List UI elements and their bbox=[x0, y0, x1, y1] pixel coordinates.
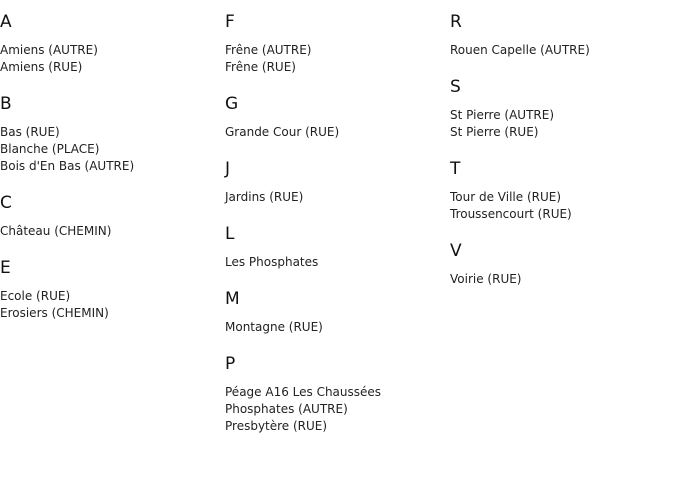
letter-group-j bbox=[225, 158, 450, 206]
street-link[interactable]: Troussencourt (RUE) bbox=[450, 207, 572, 221]
street-link[interactable]: Château (CHEMIN) bbox=[0, 224, 112, 238]
street-link[interactable]: Presbytère (RUE) bbox=[225, 419, 328, 433]
letter-heading: F bbox=[225, 12, 235, 32]
street-link[interactable]: Bas (RUE) bbox=[0, 125, 60, 139]
street-link[interactable]: Amiens (RUE) bbox=[0, 60, 83, 74]
letter-heading: M bbox=[225, 289, 240, 309]
street-index-column-1 bbox=[0, 11, 225, 339]
street-link[interactable]: Tour de Ville (RUE) bbox=[450, 190, 562, 204]
letter-group-t bbox=[450, 158, 675, 223]
street-index-column-3 bbox=[450, 11, 675, 305]
street-link[interactable]: Les Phosphates bbox=[225, 255, 319, 269]
street-link[interactable]: Amiens (AUTRE) bbox=[0, 43, 98, 57]
street-link[interactable]: Blanche (PLACE) bbox=[0, 142, 100, 156]
street-link[interactable]: Rouen Capelle (AUTRE) bbox=[450, 43, 590, 57]
street-link[interactable]: Voirie (RUE) bbox=[450, 272, 522, 286]
letter-heading: G bbox=[225, 94, 239, 114]
street-link[interactable]: Grande Cour (RUE) bbox=[225, 125, 340, 139]
street-link[interactable]: Phosphates (AUTRE) bbox=[225, 402, 348, 416]
street-link[interactable]: St Pierre (RUE) bbox=[450, 125, 539, 139]
letter-group-f bbox=[225, 11, 450, 76]
letter-heading: V bbox=[450, 241, 462, 261]
letter-heading: L bbox=[225, 224, 235, 244]
letter-heading: S bbox=[450, 77, 461, 97]
letter-heading: A bbox=[0, 12, 12, 32]
letter-heading: P bbox=[225, 354, 236, 374]
letter-group-m bbox=[225, 288, 450, 336]
street-index-column-2 bbox=[225, 11, 450, 452]
letter-heading: C bbox=[0, 193, 12, 213]
letter-group-b bbox=[0, 93, 225, 175]
letter-group-l bbox=[225, 223, 450, 271]
street-link[interactable]: Frêne (AUTRE) bbox=[225, 43, 312, 57]
street-link[interactable]: St Pierre (AUTRE) bbox=[450, 108, 555, 122]
street-link[interactable]: Jardins (RUE) bbox=[225, 190, 304, 204]
street-link[interactable]: Bois d'En Bas (AUTRE) bbox=[0, 159, 135, 173]
letter-heading: T bbox=[450, 159, 461, 179]
letter-group-p bbox=[225, 353, 450, 435]
street-link[interactable]: Ecole (RUE) bbox=[0, 289, 71, 303]
street-link[interactable]: Péage A16 Les Chaussées bbox=[225, 385, 382, 399]
street-link[interactable]: Frêne (RUE) bbox=[225, 60, 296, 74]
letter-heading: J bbox=[225, 159, 231, 179]
letter-group-g bbox=[225, 93, 450, 141]
letter-group-e bbox=[0, 257, 225, 322]
letter-heading: E bbox=[0, 258, 11, 278]
street-link[interactable]: Montagne (RUE) bbox=[225, 320, 323, 334]
letter-group-c bbox=[0, 192, 225, 240]
letter-heading: R bbox=[450, 12, 462, 32]
street-link[interactable]: Erosiers (CHEMIN) bbox=[0, 306, 109, 320]
letter-group-v bbox=[450, 240, 675, 288]
letter-heading: B bbox=[0, 94, 12, 114]
letter-group-r bbox=[450, 11, 675, 59]
letter-group-a bbox=[0, 11, 225, 76]
letter-group-s bbox=[450, 76, 675, 141]
